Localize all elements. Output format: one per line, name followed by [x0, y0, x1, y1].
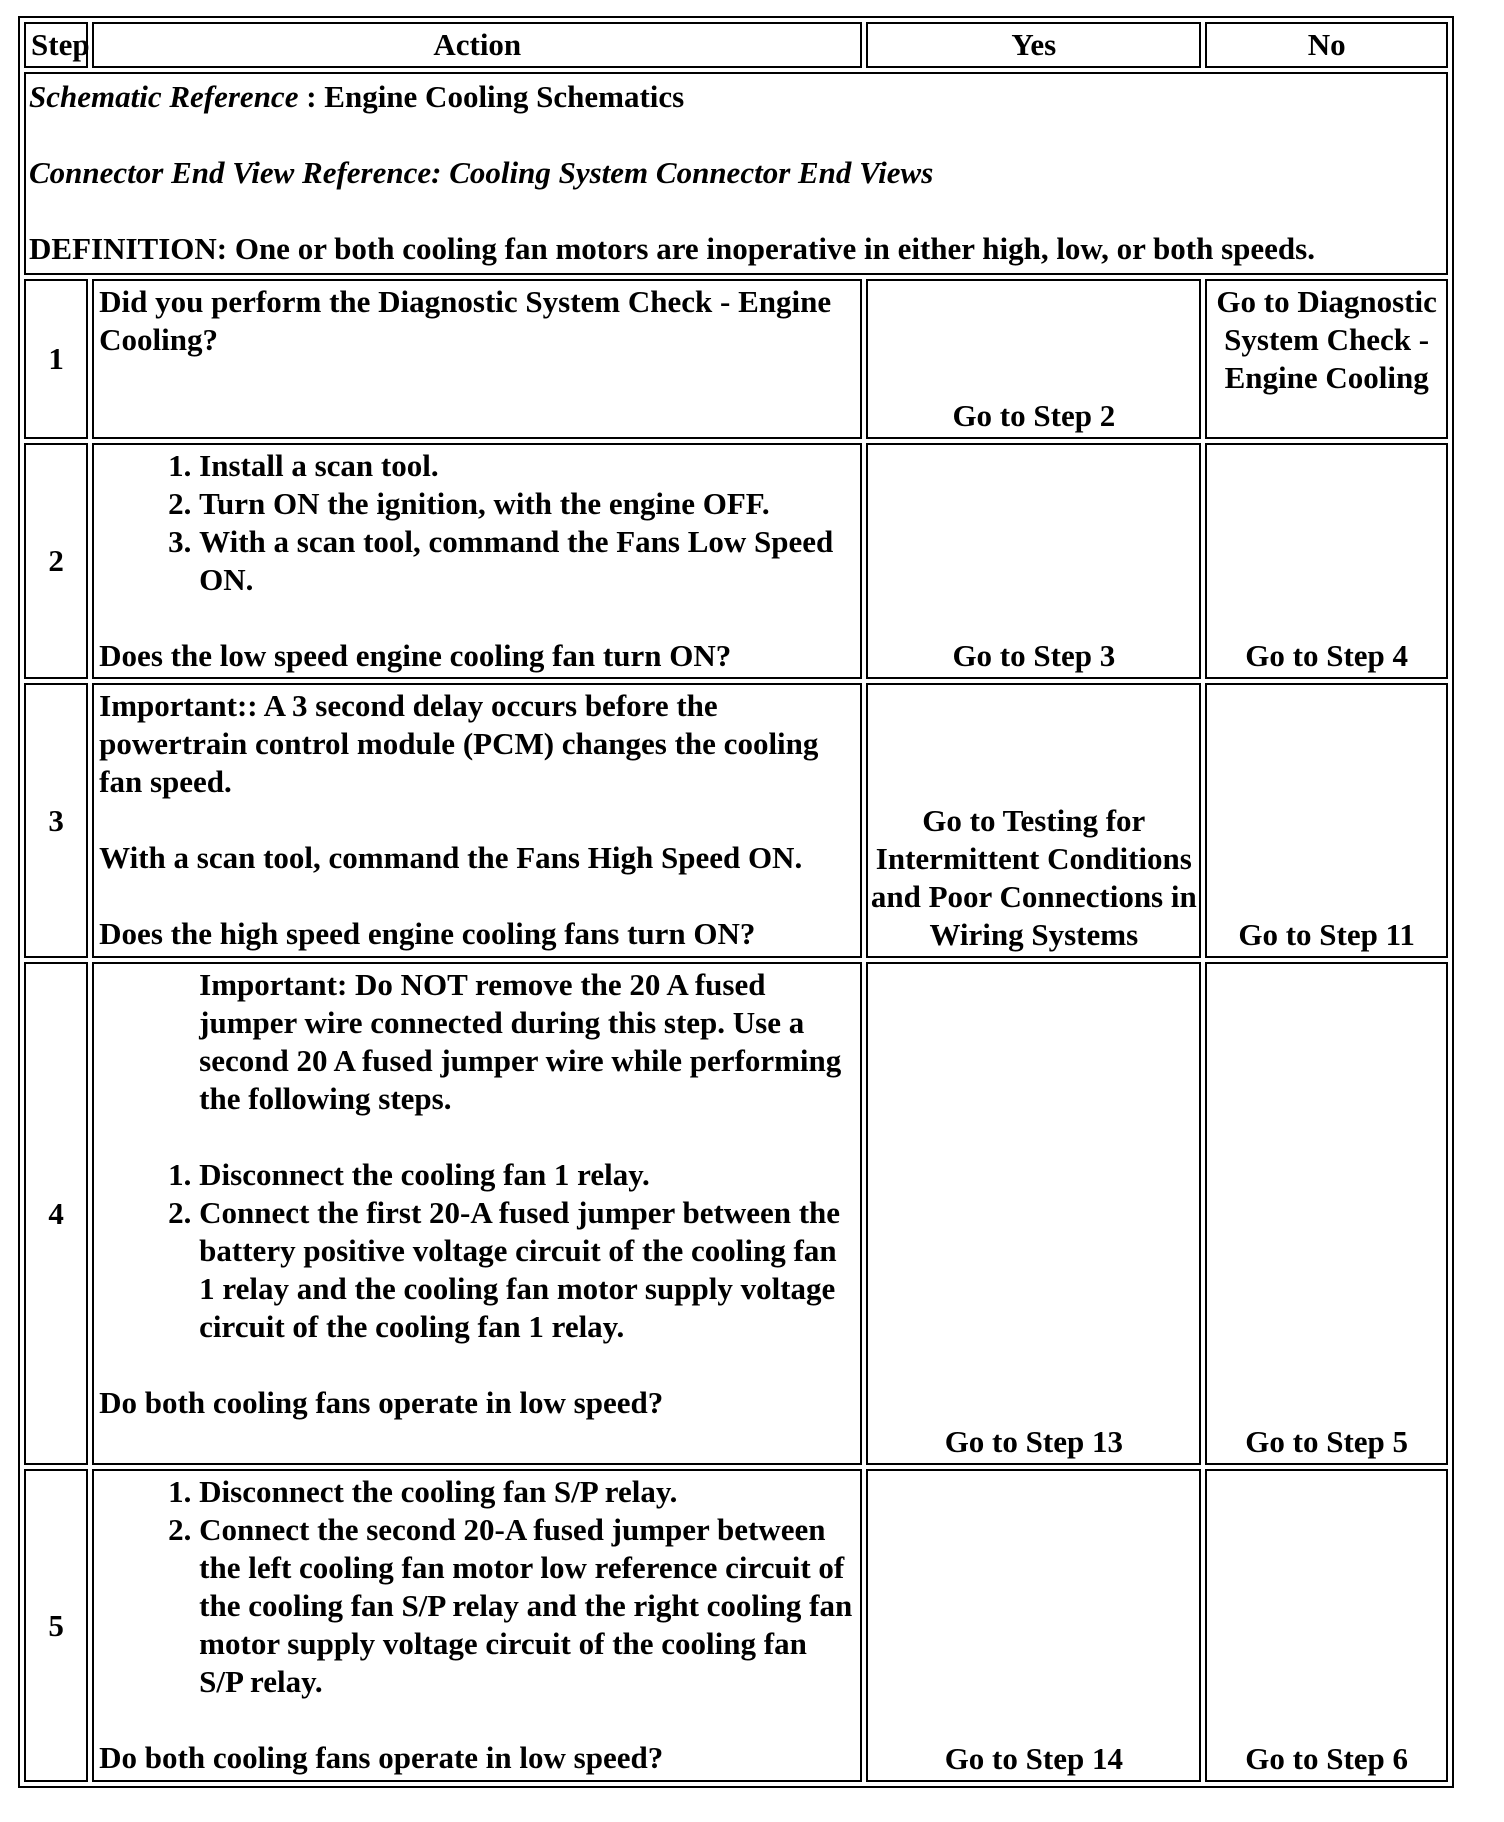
- question-text: Do both cooling fans operate in low speed?: [99, 1385, 664, 1421]
- question-text: Does the high speed engine cooling fans turn ON?: [99, 916, 756, 952]
- list-item: 1. Install a scan tool.: [199, 447, 855, 485]
- table-row: [24, 962, 1448, 1465]
- list-item: 3. With a scan tool, command the Fans Low Speed ON.: [199, 523, 855, 599]
- reference-cell: [24, 72, 1448, 274]
- table-row: [24, 279, 1448, 439]
- reference-row: [24, 72, 1448, 274]
- yes-cell: Go to Step 2: [866, 279, 1201, 439]
- schematic-reference-label: Schematic Reference: [29, 79, 299, 115]
- schematic-reference: [29, 78, 1443, 116]
- action-cell: [92, 683, 862, 958]
- question-text: Did you perform the Diagnostic System Check - Engine Cooling?: [99, 283, 832, 357]
- action-cell: [92, 279, 862, 439]
- question-text: Do both cooling fans operate in low speed?: [99, 1740, 664, 1776]
- no-cell: Go to Step 6: [1205, 1469, 1448, 1782]
- step-number: 4: [24, 962, 88, 1465]
- action-cell: [92, 1469, 862, 1782]
- important-note: Important: Do NOT remove the 20 A fused jumper wire connected during this step. Use a second 20 A fused jumper wire while performing the following steps.: [199, 967, 842, 1117]
- action-cell: [92, 443, 862, 680]
- procedure-list: [99, 1473, 855, 1701]
- list-item: 1. Disconnect the cooling fan 1 relay.: [199, 1156, 855, 1194]
- list-item: 2. Connect the first 20-A fused jumper between the battery positive voltage circuit of the cooling fan 1 relay and the cooling fan motor supply voltage circuit of the cooling fan 1 relay.: [199, 1194, 855, 1346]
- header-yes: Yes: [866, 22, 1201, 68]
- important-note: Important:: A 3 second delay occurs before the powertrain control module (PCM) changes the cooling fan speed.: [99, 688, 819, 800]
- question-text: Does the low speed engine cooling fan turn ON?: [99, 637, 732, 673]
- list-item: 2. Turn ON the ignition, with the engine OFF.: [199, 485, 855, 523]
- no-cell: Go to Step 5: [1205, 962, 1448, 1465]
- header-row: [24, 22, 1448, 68]
- step-number: 1: [24, 279, 88, 439]
- list-item: 1. Disconnect the cooling fan S/P relay.: [199, 1473, 855, 1511]
- action-cell: [92, 962, 862, 1465]
- yes-cell: Go to Testing for Intermittent Conditions and Poor Connections in Wiring Systems: [866, 683, 1201, 958]
- header-step: Step: [24, 22, 88, 68]
- table-row: [24, 1469, 1448, 1782]
- schematic-reference-value: : Engine Cooling Schematics: [298, 79, 685, 115]
- connector-reference: Connector End View Reference: Cooling System Connector End Views: [29, 155, 934, 191]
- no-cell: Go to Step 4: [1205, 443, 1448, 680]
- header-action: Action: [92, 22, 862, 68]
- definition-text: DEFINITION: One or both cooling fan motors are inoperative in either high, low, or both speeds.: [29, 231, 1315, 267]
- step-number: 5: [24, 1469, 88, 1782]
- instruction-text: With a scan tool, command the Fans High Speed ON.: [99, 840, 803, 876]
- step-number: 3: [24, 683, 88, 958]
- yes-cell: Go to Step 3: [866, 443, 1201, 680]
- procedure-list: [99, 447, 855, 599]
- yes-cell: Go to Step 14: [866, 1469, 1201, 1782]
- procedure-list: [99, 1156, 855, 1346]
- no-cell: Go to Diagnostic System Check - Engine Cooling: [1205, 279, 1448, 439]
- step-number: 2: [24, 443, 88, 680]
- header-no: No: [1205, 22, 1448, 68]
- table-row: [24, 443, 1448, 680]
- diagnostic-table: [20, 18, 1452, 1786]
- yes-cell: Go to Step 13: [866, 962, 1201, 1465]
- table-row: [24, 683, 1448, 958]
- list-item: 2. Connect the second 20-A fused jumper between the left cooling fan motor low reference circuit of the cooling fan S/P relay and the right cooling fan motor supply voltage circuit of the cooling fan S/P relay.: [199, 1511, 855, 1701]
- no-cell: Go to Step 11: [1205, 683, 1448, 958]
